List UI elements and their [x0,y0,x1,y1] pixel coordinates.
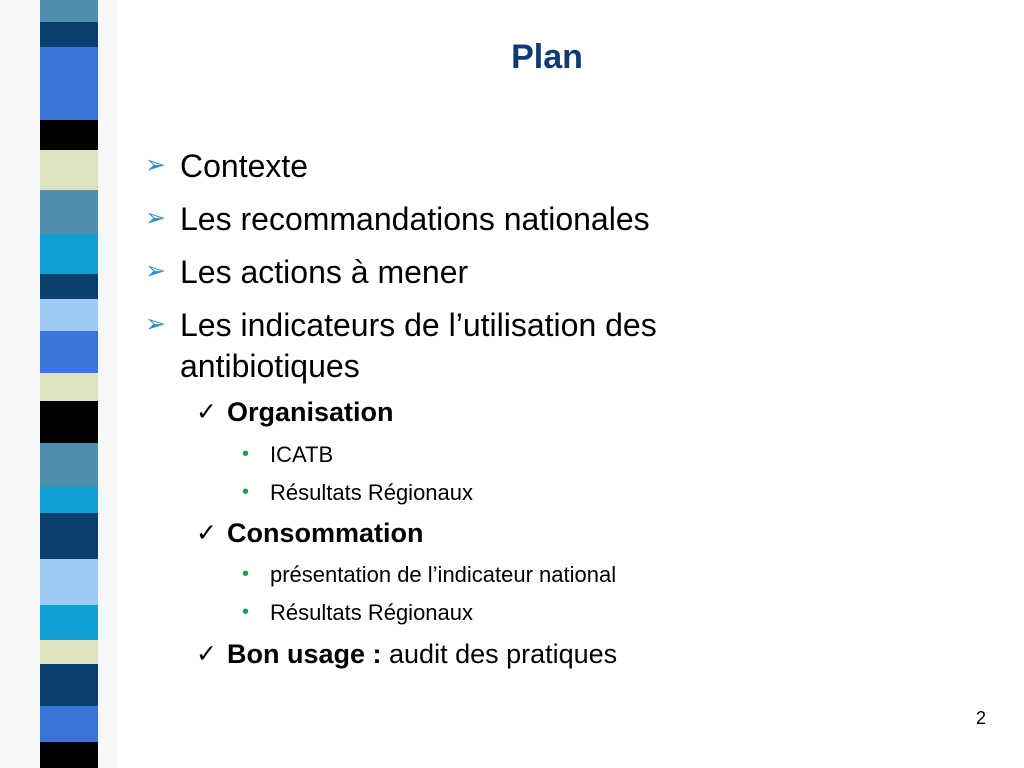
stripe-column-main [40,0,98,768]
list-item: Les actions à mener [180,254,469,290]
list-item: Résultats Régionaux [270,480,474,505]
arrow-bullet-icon: ➢ [145,204,166,232]
list-item: Les indicateurs de l’utilisation des [180,307,657,343]
arrow-bullet-icon: ➢ [145,151,166,179]
dot-bullet-icon: • [242,601,250,623]
arrow-bullet-icon: ➢ [145,310,166,338]
stripe-column-left [0,0,10,768]
list-item: présentation de l’indicateur national [270,562,617,587]
dot-bullet-icon: • [242,443,250,465]
checkmark-icon: ✓ [196,640,217,668]
subheading-bon-usage [227,639,617,670]
list-item: ICATB [270,442,334,467]
decorative-stripe-bar [0,0,118,768]
subheading-consommation: Consommation [227,518,424,548]
dot-bullet-icon: • [242,563,250,585]
list-item: Les recommandations nationales [180,201,650,237]
slide-title: Plan [511,38,583,76]
bon-usage-label: Bon usage : [227,639,382,669]
checkmark-icon: ✓ [196,519,217,547]
page-number: 2 [976,708,987,728]
bon-usage-text: audit des pratiques [381,639,618,669]
checkmark-icon: ✓ [196,398,217,426]
dot-bullet-icon: • [242,481,250,503]
list-item-continuation: antibiotiques [180,348,360,384]
arrow-bullet-icon: ➢ [145,257,166,285]
list-item: Résultats Régionaux [270,600,474,625]
list-item: Contexte [180,148,309,184]
subheading-organisation: Organisation [227,397,394,427]
